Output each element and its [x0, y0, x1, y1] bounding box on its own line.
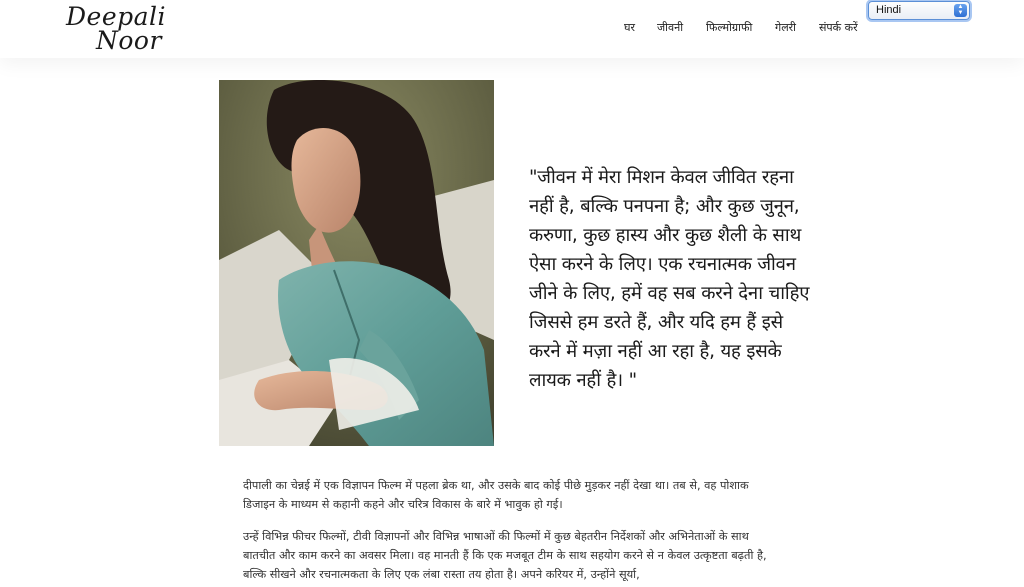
- portrait-painting-graphic: [219, 80, 494, 446]
- bio-paragraph: दीपाली का चेन्नई में एक विज्ञापन फिल्म में पहला ब्रेक था, और उसके बाद कोई पीछे मुड़कर नहीं देखा था। तब से, वह पोशाक डिजाइन के माध्यम से कहानी कहने और चरित्र विकास के बारे में भावुक हो गई।: [243, 479, 749, 511]
- portrait-image: [219, 80, 494, 446]
- language-select-value: Hindi: [876, 4, 902, 16]
- nav-item-home[interactable]: घर: [624, 21, 635, 34]
- featured-quote: "जीवन में मेरा मिशन केवल जीवित रहना नहीं है, बल्कि पनपना है; और कुछ जुनून, करुणा, कुछ हास्य और कुछ शैली के साथ ऐसा करने के लिए। एक रचनात्मक जीवन जीने के लिए, हमें वह सब करने देना चाहिए जिससे हम डरते हैं, और यदि हम हैं इसे करने में मज़ा नहीं आ रहा है, यह इसके लायक नहीं है। ": [529, 167, 810, 391]
- nav-item-gallery[interactable]: गेलरी: [775, 21, 796, 34]
- bio-paragraph: उन्हें विभिन्न फीचर फिल्मों, टीवी विज्ञापनों और विभिन्न भाषाओं की फिल्मों में कुछ बेहतरीन निर्देशकों और अभिनेताओं के साथ बातचीत और काम करने का अवसर मिला। वह मानती हैं कि एक मजबूत टीम के साथ सहयोग करने से न केवल उत्कृष्टता बढ़ती है, बल्कि सीखने और रचनात्मकता के लिए एक लंबा रास्ता तय होता है। अपने करियर में, उन्होंने सूर्या,: [243, 530, 767, 581]
- biography-text: [243, 476, 783, 587]
- nav-item-contact[interactable]: संपर्क करें: [819, 21, 858, 34]
- language-select[interactable]: [868, 1, 970, 20]
- nav-item-biography[interactable]: जीवनी: [657, 21, 684, 34]
- logo-line-2: Noor: [96, 26, 162, 55]
- select-arrows-icon: ▲ ▼: [954, 4, 967, 17]
- site-logo[interactable]: [66, 2, 176, 56]
- nav-item-filmography[interactable]: फिल्मोग्राफी: [706, 21, 753, 34]
- site-header: [0, 0, 1024, 58]
- logo-line-1: Deepali: [66, 2, 167, 31]
